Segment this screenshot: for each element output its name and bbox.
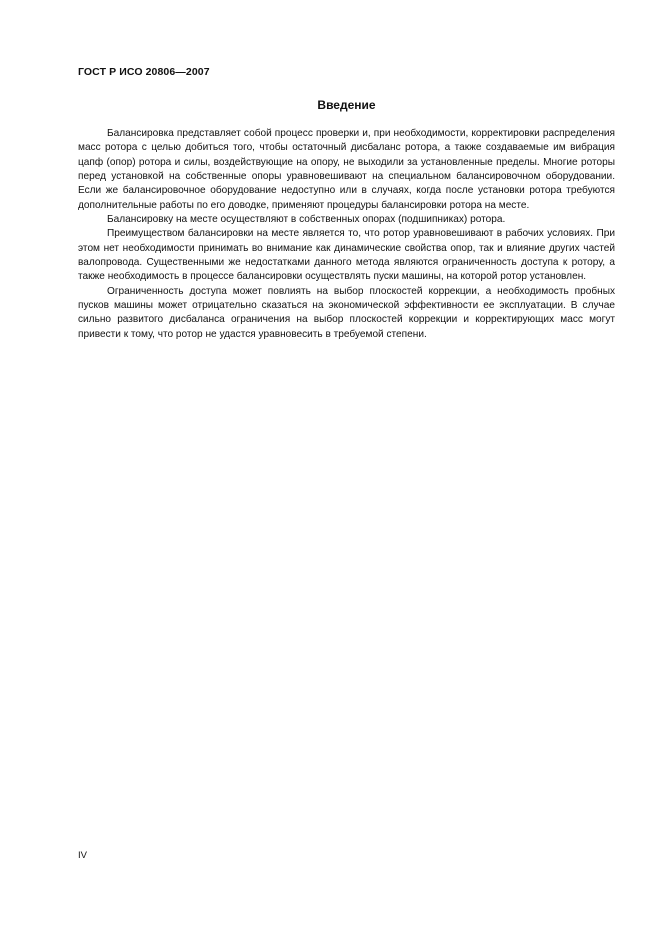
section-title: Введение [317,98,376,112]
paragraph: Балансировку на месте осуществляют в собственных опорах (подшипниках) ротора. [107,214,506,226]
document-header: ГОСТ Р ИСО 20806—2007 [78,66,210,78]
body-text [78,127,615,342]
paragraph: Балансировка представляет собой процесс проверки и, при необходимости, корректировки распределения масс ротора с целью добиться того, чтобы остаточный дисбаланс ротора, а также создаваемые им вибрация цапф (опор) ротора и силы, воздействующие на опору, не выходили за установленные пределы. Многие роторы перед установкой на собственные опоры уравновешивают на специальном балансировочном оборудовании. Если же балансировочное оборудование недоступно или в случаях, когда после установки ротора требуются дополнительные работы по его доводке, применяют процедуры балансировки ротора на месте. [78,128,615,211]
paragraph: Преимуществом балансировки на месте является то, что ротор уравновешивают в рабочих условиях. При этом нет необходимости принимать во внимание как динамические свойства опор, так и влияние других частей валопровода. Существенными же недостатками данного метода являются ограниченность доступа к ротору, а также необходимость в процессе балансировки осуществлять пуски машины, на которой ротор установлен. [78,228,615,283]
page-number: IV [78,850,87,861]
paragraph: Ограниченность доступа может повлиять на выбор плоскостей коррекции, а необходимость пробных пусков машины может отрицательно сказаться на экономической эффективности ее эксплуатации. В случае сильно развитого дисбаланса ограничения на выбор плоскостей коррекции и корректирующих масс могут привести к тому, что ротор не удастся уравновесить в требуемой степени. [78,285,615,340]
